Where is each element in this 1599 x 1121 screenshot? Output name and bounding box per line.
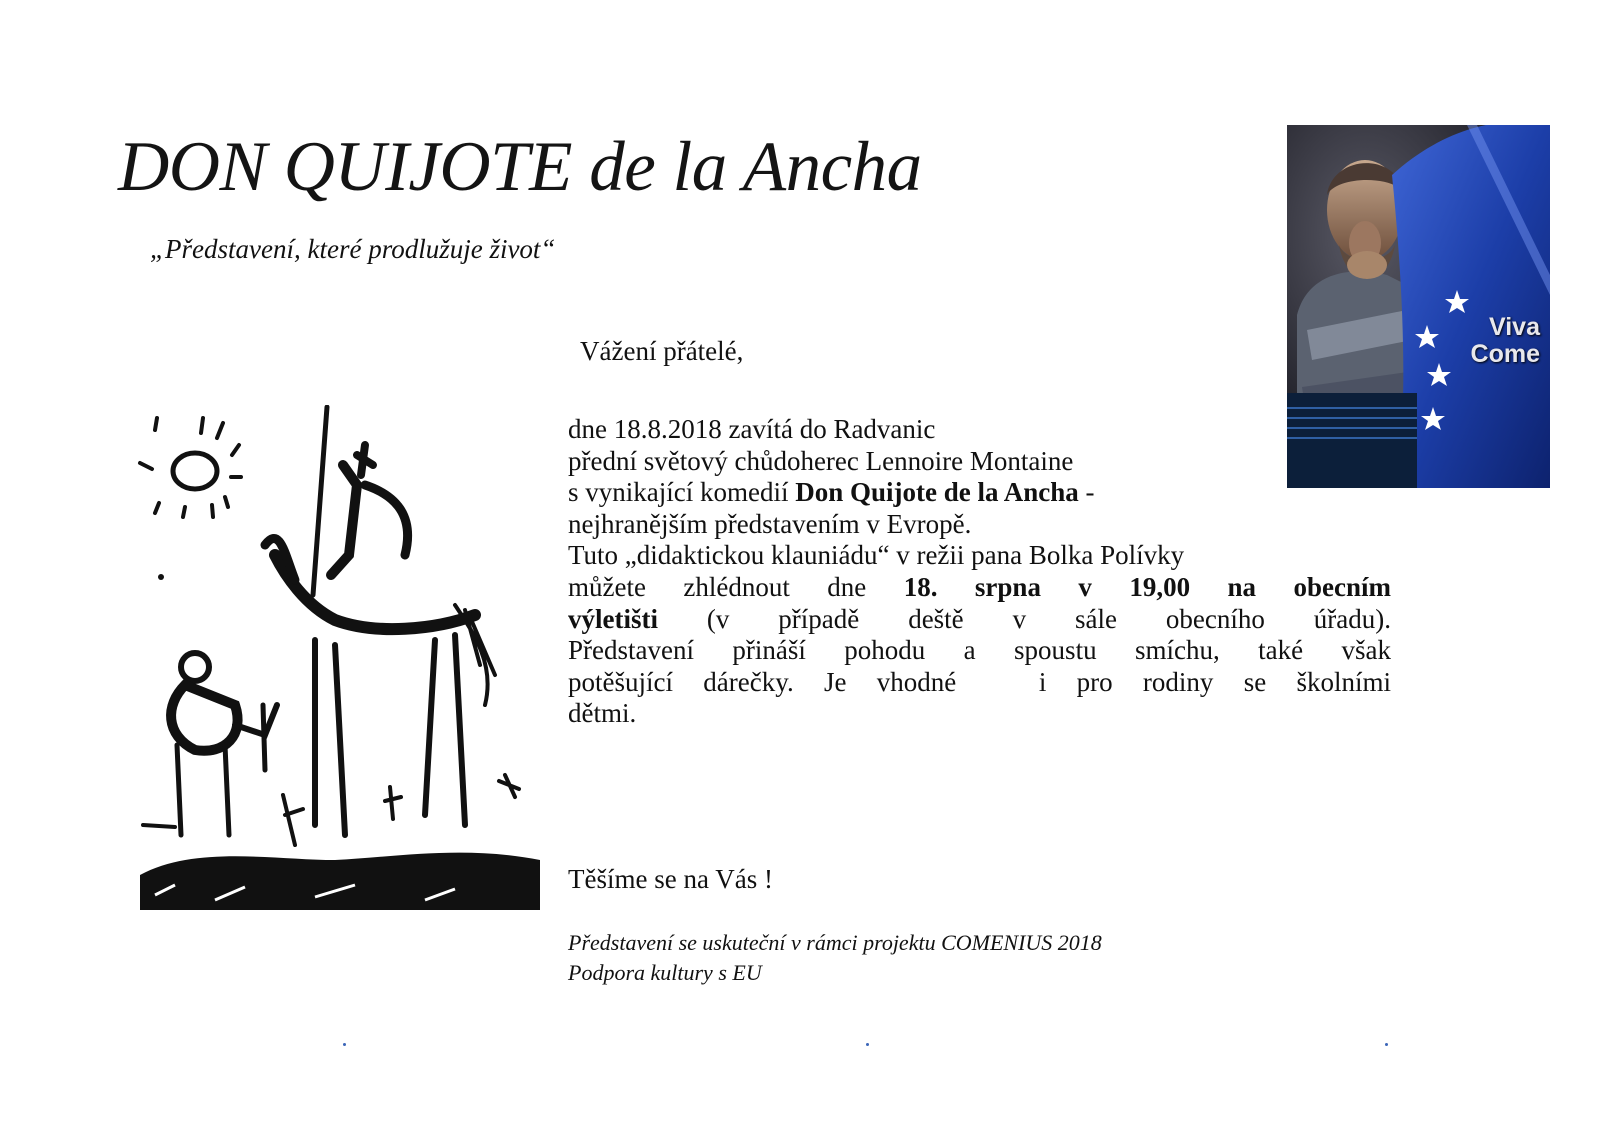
letter-line-2: přední světový chůdoherec Lennoire Montaine [568,445,1074,476]
letter-line-5: Tuto „didaktickou klauniádu“ v režii pana Bolka Polívky [568,540,1185,571]
letter-line-8: Představení přináší pohodu a spoustu smíchu, také však [568,635,1391,666]
letter-line-1: dne 18.8.2018 zavítá do Radvanic [568,414,936,444]
letter-line-3: s vynikající komedií Don Quijote de la Ancha - [568,477,1095,508]
don-quixote-sketch-icon [135,405,545,935]
scan-speck [343,1043,346,1046]
footer-note [568,928,1102,988]
letter-line-7: výletišti (v případě deště v sále obecního úřadu). [568,603,1391,634]
closing: Těšíme se na Vás ! [568,864,773,894]
letter-line-10: dětmi. [568,698,637,729]
letter-body [568,414,1391,730]
letter-line-4: nejhranějším představením v Evropě. [568,508,972,539]
scan-speck [1385,1043,1388,1046]
footer-line-2: Podpora kultury s EU [568,960,762,985]
footer-line-1: Představení se uskuteční v rámci projektu COMENIUS 2018 [568,930,1102,955]
greeting: Vážení přátelé, [580,336,744,366]
letter-line-6: můžete zhlédnout dne 18. srpna v 19,00 na obecním [568,571,1391,602]
letter-line-9: potěšující dárečky. Je vhodné i pro rodiny se školními [568,666,1391,697]
subtitle: „Představení, které prodlužuje život“ [150,234,556,264]
scan-speck [866,1043,869,1046]
photo-overlay-text-1: Viva [1489,313,1540,341]
page-title: DON QUIJOTE de la Ancha [118,128,922,206]
photo-overlay-text-2: Come [1470,340,1540,368]
